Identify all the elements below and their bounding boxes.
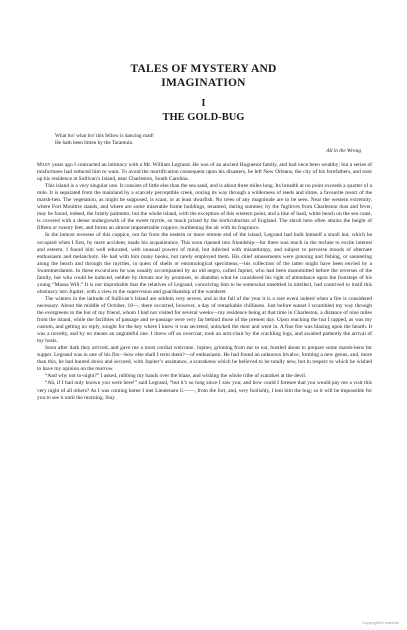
paragraph-1 — [37, 162, 372, 183]
paragraph-5: Soon after dark they arrived, and gave me a most cordial welcome. Jupiter, grinning from ear to ear, bustled about to prepare some marsh-hens for supper. Legrand was in one of his fits—how else shall I term them?—of enthusiasm. He had found an unknown bivalve, forming a new genus, and, more than this, he had hunted down and secured, with Jupiter’s assistance, a scarabæus which he believed to be totally new, but in respect to which he wished to have my opinion on the morrow. — [37, 345, 372, 373]
paragraph-6: “And why not to-night?” I asked, rubbing my hands over the blaze, and wishing the whole tribe of scarabæi at the devil. — [45, 373, 307, 380]
paragraph-1-text: years ago I contracted an intimacy with a Mr. William Legrand. He was of an ancient Huguenot family, and had once been wealthy; but a series of misfortunes had reduced him to want. To avoid the mortification consequent upon his disasters, he left New Orleans, the city of his forefathers, and took up his residence at Sullivan’s Island, near Charleston, South Carolina. — [37, 162, 372, 183]
paragraph-7: “Ah, if I had only known you were here!” said Legrand, “but it’s so long since I saw you; and how could I foresee that you would pay me a visit this very night of all others? As I was coming home I met Lieutenant G——, from the fort, and, very foolishly, I lent him the bug; so it will be impossible for you to see it until the morning. Stay — [37, 380, 372, 401]
paragraph-2: This island is a very singular one. It consists of little else than the sea sand, and is about three miles long. Its breadth at no point exceeds a quarter of a mile. It is separated from the mainland by a scarcely perceptible creek, oozing its way through a wilderness of reeds and slime, a favourite resort of the marsh-hen. The vegetation, as might be supposed, is scant, or at least dwarfish. No trees of any magnitude are to be seen. Near the western extremity, where Fort Moultrie stands, and where are some miserable frame buildings, tenanted, during summer, by the fugitives from Charleston dust and fever, may be found, indeed, the bristly palmetto; but the whole island, with the exception of this western point, and a line of hard, white beach on the sea coast, is covered with a dense undergrowth of the sweet myrtle, so much prized by the horticulturists of England. The shrub here often attains the height of fifteen or twenty feet, and forms an almost impenetrable coppice, burthening the air with its fragrance. — [37, 183, 372, 232]
chapter-title: THE GOLD-BUG — [162, 112, 245, 123]
epigraph — [55, 133, 355, 147]
paragraph-3: In the inmost recesses of this coppice, not far from the eastern or more remote end of the island, Legrand had built himself a small hut, which he occupied when I first, by mere accident, made his acquaintance. This soon ripened into friendship—for there was much in the recluse to excite interest and esteem. I found him well educated, with unusual powers of mind, but infected with misanthropy, and subject to perverse moods of alternate enthusiasm and melancholy. He had with him many books, but rarely employed them. His chief amusements were gunning and fishing, or sauntering along the beach and through the myrtles, in quest of shells or entomological specimens;—his collection of the latter might have been envied by a Swammerdamm. In these excursions he was usually accompanied by an old negro, called Jupiter, who had been manumitted before the reverses of the family, but who could be induced, neither by threats nor by promises, to abandon what he considered his right of attendance upon the footsteps of his young “Massa Will.” It is not improbable that the relatives of Legrand, conceiving him to be somewhat unsettled in intellect, had contrived to instil this obstinacy into Jupiter, with a view to the supervision and guardianship of the wanderer. — [37, 232, 372, 295]
epigraph-line-1: What ho! what ho! this fellow is dancing mad! — [55, 133, 154, 139]
book-title-line-2: IMAGINATION — [161, 77, 246, 89]
book-title-line-1: TALES OF MYSTERY AND — [130, 63, 277, 75]
drop-word: Many — [37, 162, 51, 168]
book-title — [20, 62, 387, 90]
chapter-body — [37, 162, 372, 610]
epigraph-source: All in the Wrong — [326, 148, 361, 154]
epigraph-line-2: He hath been bitten by the Tarantula. — [55, 140, 134, 146]
paragraph-4: The winters in the latitude of Sullivan’s Island are seldom very severe, and in the fall of the year it is a rare event indeed when a fire is considered necessary. About the middle of October, 18—, there occurred, however, a day of remarkable chilliness. Just before sunset I scrambled my way through the evergreens to the hut of my friend, whom I had not visited for several weeks—my residence being at that time in Charleston, a distance of nine miles from the island, while the facilities of passage and re-passage were very far behind those of the present day. Upon reaching the hut I rapped, as was my custom, and getting no reply, sought for the key where I knew it was secreted, unlocked the door and went in. A fine fire was blazing upon the hearth. It was a novelty, and by no means an ungrateful one. I threw off an overcoat, took an arm-chair by the crackling logs, and awaited patiently the arrival of my hosts. — [37, 295, 372, 345]
copyright-notice: Copyrighted material — [362, 620, 399, 625]
chapter-number: I — [201, 98, 206, 109]
